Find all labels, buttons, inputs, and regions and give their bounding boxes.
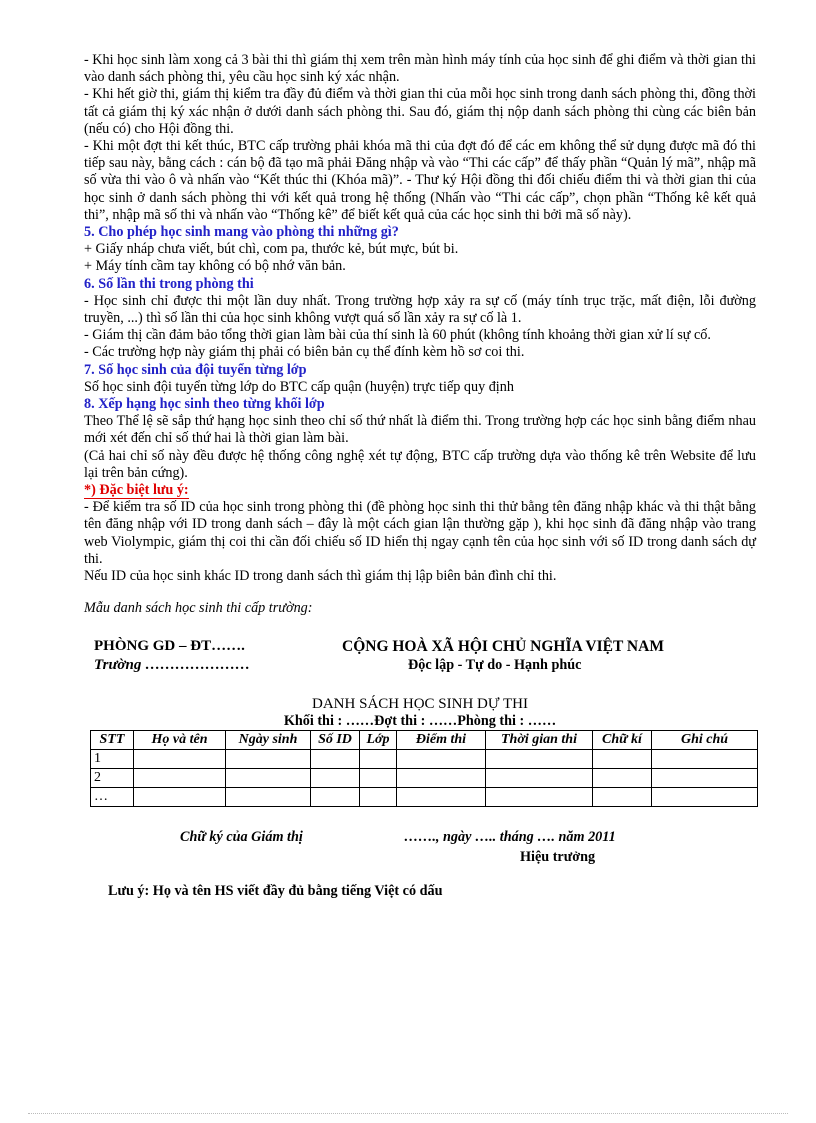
column-header: Lớp (360, 730, 397, 749)
row-number: 2 (91, 768, 134, 787)
department-label: PHÒNG GD – ĐT……. (94, 637, 245, 654)
principal-label: Hiệu trưởng (520, 848, 596, 865)
section-7-heading: 7. Số học sinh của đội tuyển từng lớp (84, 361, 307, 378)
school-label: Trường ………………… (94, 656, 251, 673)
column-header: Ngày sinh (226, 730, 311, 749)
section-5-line: + Máy tính cầm tay không có bộ nhớ văn bản. (84, 258, 346, 275)
column-header: Số ID (311, 730, 360, 749)
footnote: Lưu ý: Họ và tên HS viết đầy đủ bằng tiếng Việt có dấu (108, 882, 443, 899)
paragraph: - Khi học sinh làm xong cả 3 bài thi thì giám thị xem trên màn hình máy tính của học sinh để ghi điểm và thời gian thi vào danh sách phòng thi, yêu cầu học sinh ký xác nhận. (84, 52, 756, 86)
paragraph: - Khi một đợt thi kết thúc, BTC cấp trường phải khóa mã thi của đợt đó để các em không thể sử dụng được mã đó thi tiếp sau này, bằng cách : cán bộ đã tạo mã phải Đăng nhập và vào “Thi các cấp” để thấy phần “Quản lý mã”, nhập mã số vừa thi vào ô và nhấn vào “Kết thúc thi (Khóa mã)”. - Thư ký Hội đồng thi đối chiếu điểm thi và thời gian thi của học sinh ở danh sách phòng thi với kết quả trong hệ thống (Nhấn vào “Thi các cấp”, chọn phần “Thống kê kết quả thi”, nhập mã số thi và nhấn vào “Thống kê” để biết kết quả của các học sinh thi bởi mã số này). (84, 138, 756, 223)
nation-title: CỘNG HOÀ XÃ HỘI CHỦ NGHĨA VIỆT NAM (342, 637, 664, 655)
paragraph: - Khi hết giờ thi, giám thị kiểm tra đầy đủ điểm và thời gian thi của mỗi học sinh trong danh sách phòng thi, đồng thời tất cả giám thị ký xác nhận ở dưới danh sách phòng thi. Sau đó, giám thị nộp danh sách phòng thi cùng các biên bản (nếu có) cho Hội đồng thi. (84, 86, 756, 137)
special-note-line: Nếu ID của học sinh khác ID trong danh sách thì giám thị lập biên bản đình chỉ thi. (84, 568, 557, 585)
section-6-line: - Giám thị cần đảm bảo tổng thời gian làm bài của thí sinh là 60 phút (không tính khoảng thời gian xử lí sự cố. (84, 327, 711, 344)
section-6-line: - Các trường hợp này giám thị phải có biên bản cụ thể đính kèm hồ sơ coi thi. (84, 344, 525, 361)
page-bottom-divider (28, 1113, 788, 1114)
table-header-row (91, 730, 758, 749)
table-row (91, 749, 758, 768)
column-header: Thời gian thi (486, 730, 593, 749)
column-header: Điểm thi (397, 730, 486, 749)
section-5-heading: 5. Cho phép học sinh mang vào phòng thi những gì? (84, 224, 399, 241)
motto: Độc lập - Tự do - Hạnh phúc (408, 656, 582, 673)
form-title: DANH SÁCH HỌC SINH DỰ THI (312, 695, 528, 712)
section-5-line: + Giấy nháp chưa viết, bút chì, com pa, thước kẻ, bút mực, bút bi. (84, 241, 459, 258)
form-subtitle: Khối thi : ……Đợt thi : ……Phòng thi : …… (283, 712, 557, 729)
document-body (84, 52, 756, 914)
column-header: Chữ kí (593, 730, 652, 749)
section-6-line: - Học sinh chỉ được thi một lần duy nhất. Trong trường hợp xảy ra sự cố (máy tính trục trặc, mất điện, lỗi đường truyền, ...) thì số lần thi của học sinh không vượt quá số lần xảy ra sự cố là 1. (84, 292, 756, 327)
sample-list-title: Mẫu danh sách học sinh thi cấp trường: (84, 600, 313, 617)
section-8-heading: 8. Xếp hạng học sinh theo từng khối lớp (84, 396, 325, 413)
section-8-line: Theo Thể lệ sẽ sắp thứ hạng học sinh theo chỉ số thứ nhất là điểm thi. Trong trường hợp các học sinh bằng điểm nhau mới xét đến chỉ số thứ hai là thời gian làm bài. (84, 413, 756, 447)
section-6-heading: 6. Số lần thi trong phòng thi (84, 275, 254, 292)
special-note-heading: *) Đặc biệt lưu ý: (84, 482, 189, 499)
date-line: ……., ngày ….. tháng …. năm 2011 (404, 828, 616, 845)
signature-block (84, 829, 756, 889)
column-header: STT (91, 730, 134, 749)
section-7-line: Số học sinh đội tuyển từng lớp do BTC cấp quận (huyện) trực tiếp quy định (84, 378, 514, 395)
form-header (84, 638, 756, 678)
row-number: … (91, 787, 134, 806)
row-number: 1 (91, 749, 134, 768)
column-header: Họ và tên (134, 730, 226, 749)
student-list-table (90, 730, 758, 807)
special-note-line: - Để kiểm tra số ID của học sinh trong phòng thi (đề phòng học sinh thi thử bằng tên đăng nhập khác và thi thật bằng tên đăng nhập với ID trong danh sách – đây là một cách gian lận thường gặp ), khi học sinh đã đăng nhập vào trang web Violympic, giám thị coi thi cần đối chiếu số ID hiển thị ngay cạnh tên của học sinh với số ID trong danh sách dự thi. (84, 499, 756, 567)
proctor-signature-label: Chữ ký của Giám thị (180, 828, 303, 845)
section-8-line: (Cả hai chỉ số này đều được hệ thống công nghệ xét tự động, BTC cấp trường dựa vào thống kê trên Website để lưu lại trên bản cứng). (84, 447, 756, 481)
column-header: Ghi chú (652, 730, 758, 749)
table-row (91, 768, 758, 787)
table-row (91, 787, 758, 806)
